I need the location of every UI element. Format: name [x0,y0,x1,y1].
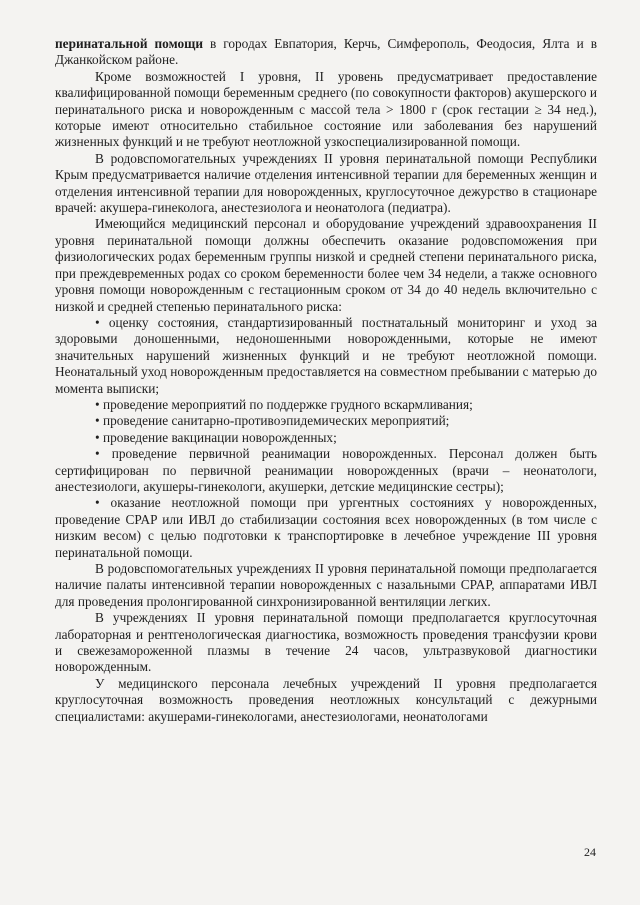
bullet-item: • оказание неотложной помощи при ургентных состояниях у новорожденных, проведение CPAP или ИВЛ до стабилизации состояния всех новорожденных (в том числе с низким весом) с целью подготовки к транспортировке в лечебное учреждение III уровня перинатальной помощи. [55,495,597,560]
paragraph-intro-text: в городах Евпатория, Керчь, Симферополь, Феодосия, Ялта и в Джанкойском районе. [55,36,597,68]
bullet-item: • проведение первичной реанимации новорожденных. Персонал должен быть сертифицирован по первичной реанимации новорожденных (врачи – неонатологи, анестезиологи, акушеры-гинекологи, акушерки, детские медицинские сестры); [55,446,597,494]
bold-term: перинатальной помощи [55,36,203,51]
paragraph-intro [55,36,597,69]
bullet-item: • проведение мероприятий по поддержке грудного вскармливания; [95,396,473,412]
bullet-item: • проведение санитарно-противоэпидемических мероприятий; [95,413,450,429]
paragraph-icu-departments: В родовспомогательных учреждениях II уровня перинатальной помощи Республики Крым предусматривается наличие отделения интенсивной терапии для беременных женщин и отделения интенсивной терапии для новорожденных, круглосуточное дежурство в стационаре врачей: акушера-гинеколога, анестезиолога и неонатолога (педиатра). [55,150,597,216]
paragraph-diagnostics: В учреждениях II уровня перинатальной помощи предполагается круглосуточная лабораторная и рентгенологическая диагностика, возможность проведения трансфузии крови и свежезамороженной плазмы в течение 24 часов, ультразвуковой диагностики новорожденным. [55,610,597,675]
document-body [55,36,597,725]
page-number: 24 [584,845,596,859]
bullet-item: • оценку состояния, стандартизированный постнатальный мониторинг и уход за здоровыми доношенными, недоношенными новорожденными, которые не имеют значительных нарушений жизненных функций и не требуют неотложной помощи. Неонатальный уход новорожденным предоставляется на совместном пребывании с матерью до момента выписки; [55,314,597,396]
paragraph-level2-capabilities: Кроме возможностей I уровня, II уровень предусматривает предоставление квалифицированной помощи беременным среднего (по совокупности факторов) акушерского и перинатального риска и новорожденным с массой тела > 1800 г (срок гестации ≥ 34 нед.), которые имеют относительно стабильное состояние или заболевания без нарушений жизненных функций и не требуют неотложной узкоспециализированной помощи. [55,68,597,150]
paragraph-consultations: У медицинского персонала лечебных учреждений II уровня предполагается круглосуточная возможность проведения неотложных консультаций с дежурными специалистами: акушерами-гинекологами, анестезиологами, неонатологами [55,675,597,724]
paragraph-neonatal-icu: В родовспомогательных учреждениях II уровня перинатальной помощи предполагается наличие палаты интенсивной терапии новорожденных с назальными CPAP, аппаратами ИВЛ для проведения пролонгированной синхронизированной вентиляции легких. [55,561,597,609]
paragraph-staff-equipment: Имеющийся медицинский персонал и оборудование учреждений здравоохранения II уровня перинатальной помощи должны обеспечить оказание родовспоможения при физиологических родах беременным группы низкой и средней степени перинатального риска, при преждевременных родах со сроком беременности более чем 34 недели, а также основного уровня помощи новорожденным с гестационным сроком от 34 до 40 недель включительно с низкой и средней степенью перинатального риска: [55,216,597,314]
bullet-item: • проведение вакцинации новорожденных; [95,429,337,445]
